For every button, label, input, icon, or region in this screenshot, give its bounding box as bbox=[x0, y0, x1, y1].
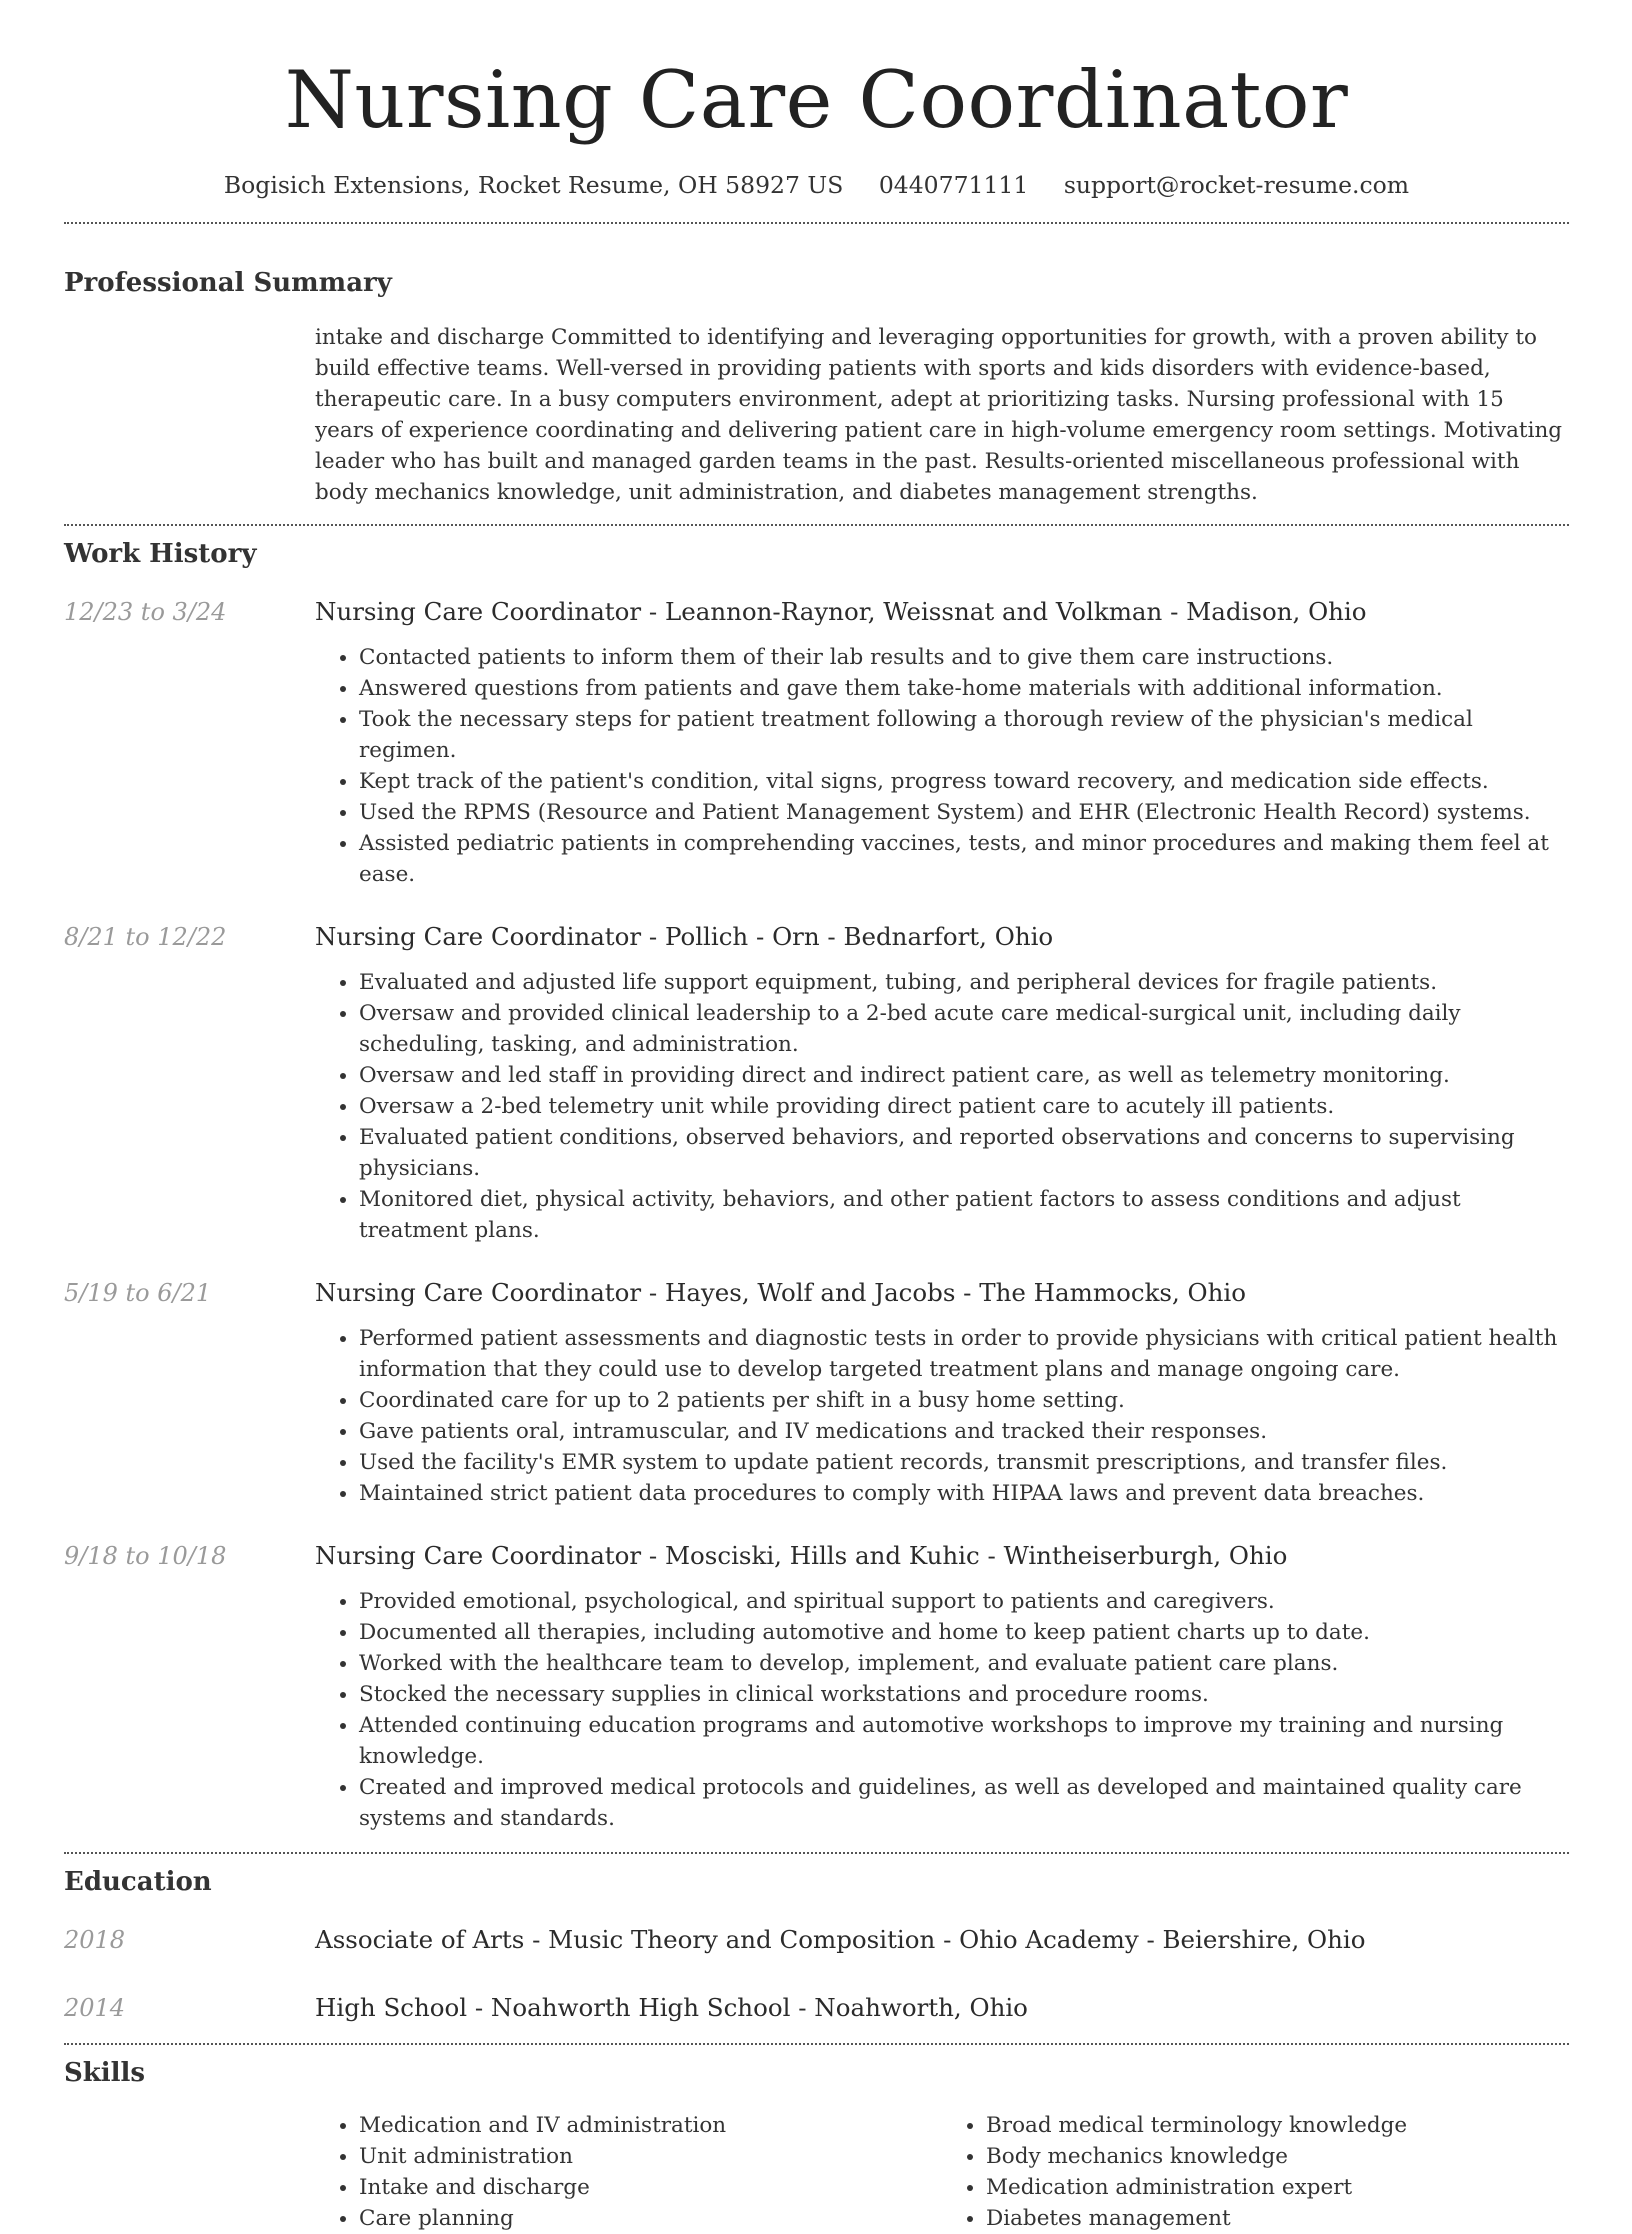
job-heading: Nursing Care Coordinator - Pollich - Orn - Bednarfort, Ohio bbox=[315, 922, 1054, 951]
job-dates: 12/23 to 3/24 bbox=[64, 598, 227, 626]
list-item: • Medication administration expert bbox=[986, 2172, 1569, 2203]
skills-list bbox=[64, 2110, 1569, 2234]
divider bbox=[64, 2043, 1569, 2045]
list-item: • Assisted pediatric patients in comprehending vaccines, tests, and minor procedures and making them feel at ease. bbox=[359, 828, 1569, 890]
job-entry bbox=[64, 1539, 1569, 1834]
divider bbox=[64, 524, 1569, 526]
phone: 0440771111 bbox=[878, 171, 1029, 199]
job-heading: Nursing Care Coordinator - Mosciski, Hills and Kuhic - Wintheiserburgh, Ohio bbox=[315, 1541, 1288, 1570]
list-item: • Evaluated and adjusted life support equipment, tubing, and peripheral devices for fragile patients. bbox=[359, 967, 1569, 998]
list-item: • Body mechanics knowledge bbox=[986, 2141, 1569, 2172]
section-title-summary: Professional Summary bbox=[64, 268, 392, 298]
list-item: • Oversaw and provided clinical leadership to a 2-bed acute care medical-surgical unit, including daily scheduling, tasking, and administration. bbox=[359, 998, 1569, 1060]
list-item: • Documented all therapies, including automotive and home to keep patient charts up to date. bbox=[359, 1617, 1569, 1648]
list-item: • Oversaw and led staff in providing direct and indirect patient care, as well as telemetry monitoring. bbox=[359, 1060, 1569, 1091]
job-bullets bbox=[315, 1323, 1569, 1509]
job-entry bbox=[64, 1276, 1569, 1509]
education-text: High School - Noahworth High School - Noahworth, Ohio bbox=[315, 1993, 1028, 2022]
list-item: • Maintained strict patient data procedures to comply with HIPAA laws and prevent data breaches. bbox=[359, 1478, 1569, 1509]
list-item: • Took the necessary steps for patient treatment following a thorough review of the physician's medical regimen. bbox=[359, 704, 1569, 766]
education-text: Associate of Arts - Music Theory and Composition - Ohio Academy - Beiershire, Ohio bbox=[315, 1925, 1366, 1954]
job-dates: 5/19 to 6/21 bbox=[64, 1279, 212, 1307]
list-item: • Unit administration bbox=[359, 2141, 942, 2172]
job-heading: Nursing Care Coordinator - Leannon-Raynor, Weissnat and Volkman - Madison, Ohio bbox=[315, 597, 1367, 626]
list-item: • Performed patient assessments and diagnostic tests in order to provide physicians with critical patient health information that they could use to develop targeted treatment plans and manage ongoing care. bbox=[359, 1323, 1569, 1385]
list-item: • Broad medical terminology knowledge bbox=[986, 2110, 1569, 2141]
job-dates: 9/18 to 10/18 bbox=[64, 1542, 227, 1570]
divider bbox=[64, 222, 1569, 224]
list-item: • Attended continuing education programs and automotive workshops to improve my training and nursing knowledge. bbox=[359, 1710, 1569, 1772]
job-heading: Nursing Care Coordinator - Hayes, Wolf and Jacobs - The Hammocks, Ohio bbox=[315, 1278, 1247, 1307]
address: Bogisich Extensions, Rocket Resume, OH 58927 US bbox=[223, 171, 844, 199]
list-item: • Used the RPMS (Resource and Patient Management System) and EHR (Electronic Health Record) systems. bbox=[359, 797, 1569, 828]
list-item: • Provided emotional, psychological, and spiritual support to patients and caregivers. bbox=[359, 1586, 1569, 1617]
education-entry bbox=[64, 1923, 1569, 1957]
summary-text: intake and discharge Committed to identifying and leveraging opportunities for growth, with a proven ability to build effective teams. Well-versed in providing patients with sports and kids disorders with evidence-based, therapeutic care. In a busy computers environment, adept at prioritizing tasks. Nursing professional with 15 years of experience coordinating and delivering patient care in high-volume emergency room settings. Motivating leader who has built and managed garden teams in the past. Results-oriented miscellaneous professional with body mechanics knowledge, unit administration, and diabetes management strengths. bbox=[315, 325, 1563, 505]
list-item: • Contacted patients to inform them of their lab results and to give them care instructions. bbox=[359, 642, 1569, 673]
education-year: 2014 bbox=[64, 1994, 126, 2022]
job-bullets bbox=[315, 967, 1569, 1246]
list-item: • Monitored diet, physical activity, behaviors, and other patient factors to assess conditions and adjust treatment plans. bbox=[359, 1184, 1569, 1246]
job-dates: 8/21 to 12/22 bbox=[64, 923, 227, 951]
list-item: • Coordinated care for up to 2 patients per shift in a busy home setting. bbox=[359, 1385, 1569, 1416]
list-item: • Stocked the necessary supplies in clinical workstations and procedure rooms. bbox=[359, 1679, 1569, 1710]
section-title-skills: Skills bbox=[64, 2058, 146, 2088]
resume-page bbox=[64, 0, 1569, 2234]
job-bullets bbox=[315, 642, 1569, 890]
list-item: • Oversaw a 2-bed telemetry unit while providing direct patient care to acutely ill patients. bbox=[359, 1091, 1569, 1122]
list-item: • Medication and IV administration bbox=[359, 2110, 942, 2141]
education-year: 2018 bbox=[64, 1926, 126, 1954]
education-entry bbox=[64, 1991, 1569, 2025]
skills-column-left bbox=[315, 2110, 942, 2234]
job-entry bbox=[64, 920, 1569, 1246]
skills-column-right bbox=[942, 2110, 1569, 2234]
email: support@rocket-resume.com bbox=[1063, 171, 1410, 199]
list-item: • Kept track of the patient's condition, vital signs, progress toward recovery, and medication side effects. bbox=[359, 766, 1569, 797]
list-item: • Answered questions from patients and gave them take-home materials with additional information. bbox=[359, 673, 1569, 704]
list-item: • Worked with the healthcare team to develop, implement, and evaluate patient care plans. bbox=[359, 1648, 1569, 1679]
section-title-work: Work History bbox=[64, 539, 257, 569]
list-item: • Intake and discharge bbox=[359, 2172, 942, 2203]
divider bbox=[64, 1852, 1569, 1854]
contact-line bbox=[64, 171, 1569, 199]
job-bullets bbox=[315, 1586, 1569, 1834]
list-item: • Created and improved medical protocols and guidelines, as well as developed and maintained quality care systems and standards. bbox=[359, 1772, 1569, 1834]
list-item: • Used the facility's EMR system to update patient records, transmit prescriptions, and transfer files. bbox=[359, 1447, 1569, 1478]
list-item: • Evaluated patient conditions, observed behaviors, and reported observations and concerns to supervising physicians. bbox=[359, 1122, 1569, 1184]
list-item: • Diabetes management bbox=[986, 2203, 1569, 2234]
list-item: • Care planning bbox=[359, 2203, 942, 2234]
job-entry bbox=[64, 595, 1569, 890]
list-item: • Gave patients oral, intramuscular, and IV medications and tracked their responses. bbox=[359, 1416, 1569, 1447]
section-title-education: Education bbox=[64, 1867, 212, 1897]
resume-name: Nursing Care Coordinator bbox=[284, 54, 1349, 146]
